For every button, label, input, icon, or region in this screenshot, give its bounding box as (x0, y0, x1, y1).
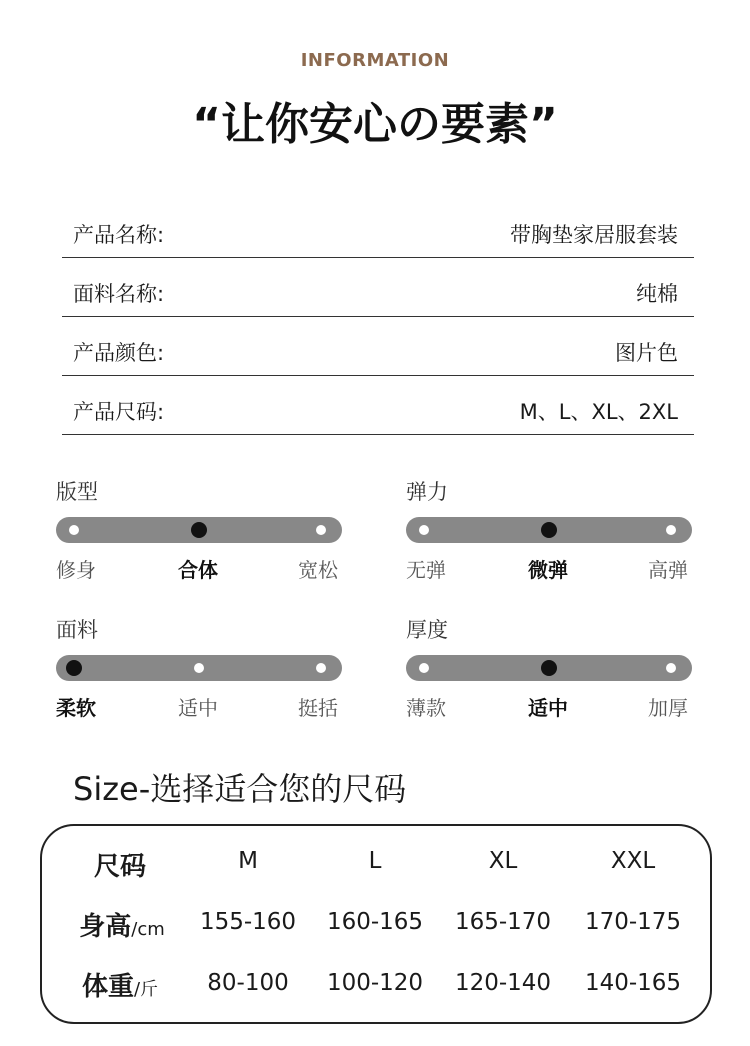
size-section-title: Size-选择适合您的尺码 (73, 770, 407, 808)
info-value: 带胸垫家居服套装 (510, 223, 678, 247)
attribute-option: 适中 (528, 696, 568, 720)
attribute-title: 厚度 (406, 618, 448, 642)
size-column-header: M (238, 848, 258, 874)
size-cell: 140-165 (584, 970, 682, 996)
info-row-name (62, 200, 694, 258)
info-label: 产品颜色: (73, 341, 165, 365)
scale-stop-marker (666, 525, 676, 535)
size-cell: 155-160 (199, 909, 297, 935)
scale-selected-marker (66, 660, 82, 676)
scale-stop-marker (69, 525, 79, 535)
scale-stop-marker (316, 525, 326, 535)
info-label: 产品名称: (73, 223, 165, 247)
scale-stop-marker (419, 663, 429, 673)
info-value: 图片色 (615, 341, 678, 365)
info-label: 面料名称: (73, 282, 165, 306)
size-column-header: XXL (610, 848, 656, 874)
row-unit: /cm (131, 919, 165, 940)
info-row-color (62, 318, 694, 376)
scale-stop-marker (194, 663, 204, 673)
size-cell: 100-120 (326, 970, 424, 996)
size-column-header: XL (488, 848, 518, 874)
size-cell: 165-170 (454, 909, 552, 935)
size-cell: 170-175 (584, 909, 682, 935)
scale-selected-marker (191, 522, 207, 538)
attribute-option: 修身 (56, 558, 96, 582)
size-column-header: L (368, 848, 382, 874)
info-row-size (62, 377, 694, 435)
product-info-list (62, 200, 694, 435)
info-label: 产品尺码: (73, 400, 165, 424)
attribute-scale-track (406, 655, 692, 681)
attribute-scale-track (56, 655, 342, 681)
attribute-option: 高弹 (648, 558, 688, 582)
section-eyebrow: INFORMATION (300, 50, 450, 71)
attribute-option: 柔软 (56, 696, 96, 720)
size-header-label: 尺码 (93, 852, 146, 882)
size-row-label-weight (60, 966, 180, 1003)
attribute-title: 弹力 (406, 480, 448, 504)
row-unit: /斤 (133, 979, 159, 1000)
row-label-text: 身高 (79, 912, 132, 942)
size-chart (40, 824, 712, 1024)
info-row-fabric (62, 259, 694, 317)
row-label-text: 体重 (81, 972, 134, 1002)
size-cell: 80-100 (207, 970, 289, 996)
attribute-scale-track (406, 517, 692, 543)
scale-selected-marker (541, 522, 557, 538)
attribute-option: 挺括 (298, 696, 338, 720)
attribute-option: 适中 (178, 696, 218, 720)
attribute-title: 面料 (56, 618, 98, 642)
scale-stop-marker (316, 663, 326, 673)
attribute-option: 微弹 (528, 558, 568, 582)
attribute-title: 版型 (56, 480, 98, 504)
attribute-option: 薄款 (406, 696, 446, 720)
size-row-label-height (62, 906, 182, 943)
attribute-option: 宽松 (298, 558, 338, 582)
attribute-scale-track (56, 517, 342, 543)
page-title: “让你安心の要素” (192, 99, 558, 150)
attribute-option: 无弹 (406, 558, 446, 582)
scale-stop-marker (666, 663, 676, 673)
scale-selected-marker (541, 660, 557, 676)
size-cell: 160-165 (326, 909, 424, 935)
scale-stop-marker (419, 525, 429, 535)
size-cell: 120-140 (454, 970, 552, 996)
info-value: M、L、XL、2XL (519, 400, 678, 424)
info-value: 纯棉 (636, 282, 678, 306)
attribute-option: 合体 (178, 558, 218, 582)
attribute-option: 加厚 (648, 696, 688, 720)
